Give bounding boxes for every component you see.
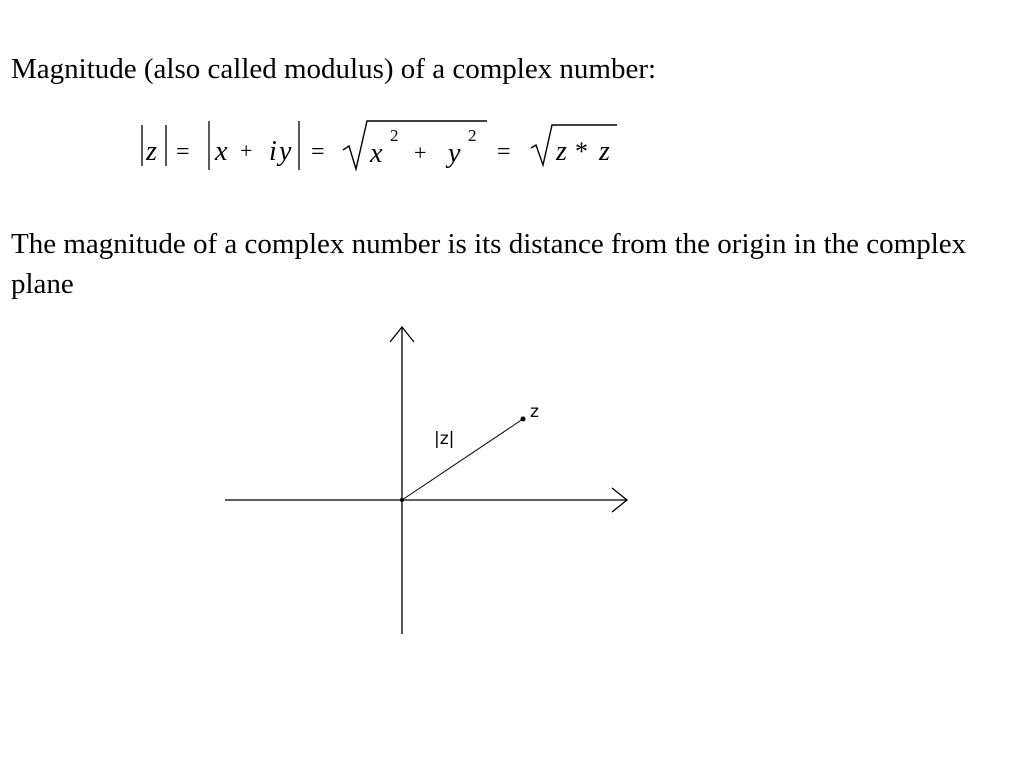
point-z-dot <box>521 417 526 422</box>
eq-equals-3: = <box>497 139 511 165</box>
eq-x: x <box>215 136 228 167</box>
eq-equals-1: = <box>176 139 190 165</box>
eq-y-squared-base: y <box>448 138 461 169</box>
eq-lhs-z: z <box>146 136 157 167</box>
point-z-label: z <box>530 402 539 422</box>
eq-equals-2: = <box>311 139 325 165</box>
eq-star: * <box>575 137 588 166</box>
eq-plus-1: + <box>240 138 253 163</box>
eq-i: i <box>269 136 277 167</box>
origin-dot <box>400 498 404 502</box>
magnitude-label: |z| <box>434 429 455 449</box>
slide-heading: Magnitude (also called modulus) of a complex number: <box>11 53 657 85</box>
magnitude-vector <box>402 419 523 500</box>
eq-exponent-1: 2 <box>390 126 399 145</box>
eq-z-2: z <box>599 136 610 167</box>
eq-x-squared-base: x <box>370 138 383 169</box>
eq-y: y <box>279 136 292 167</box>
eq-plus-2: + <box>414 140 427 165</box>
eq-exponent-2: 2 <box>468 126 477 145</box>
eq-z-1: z <box>556 136 567 167</box>
slide-paragraph: The magnitude of a complex number is its distance from the origin in the complex plane <box>11 228 967 300</box>
